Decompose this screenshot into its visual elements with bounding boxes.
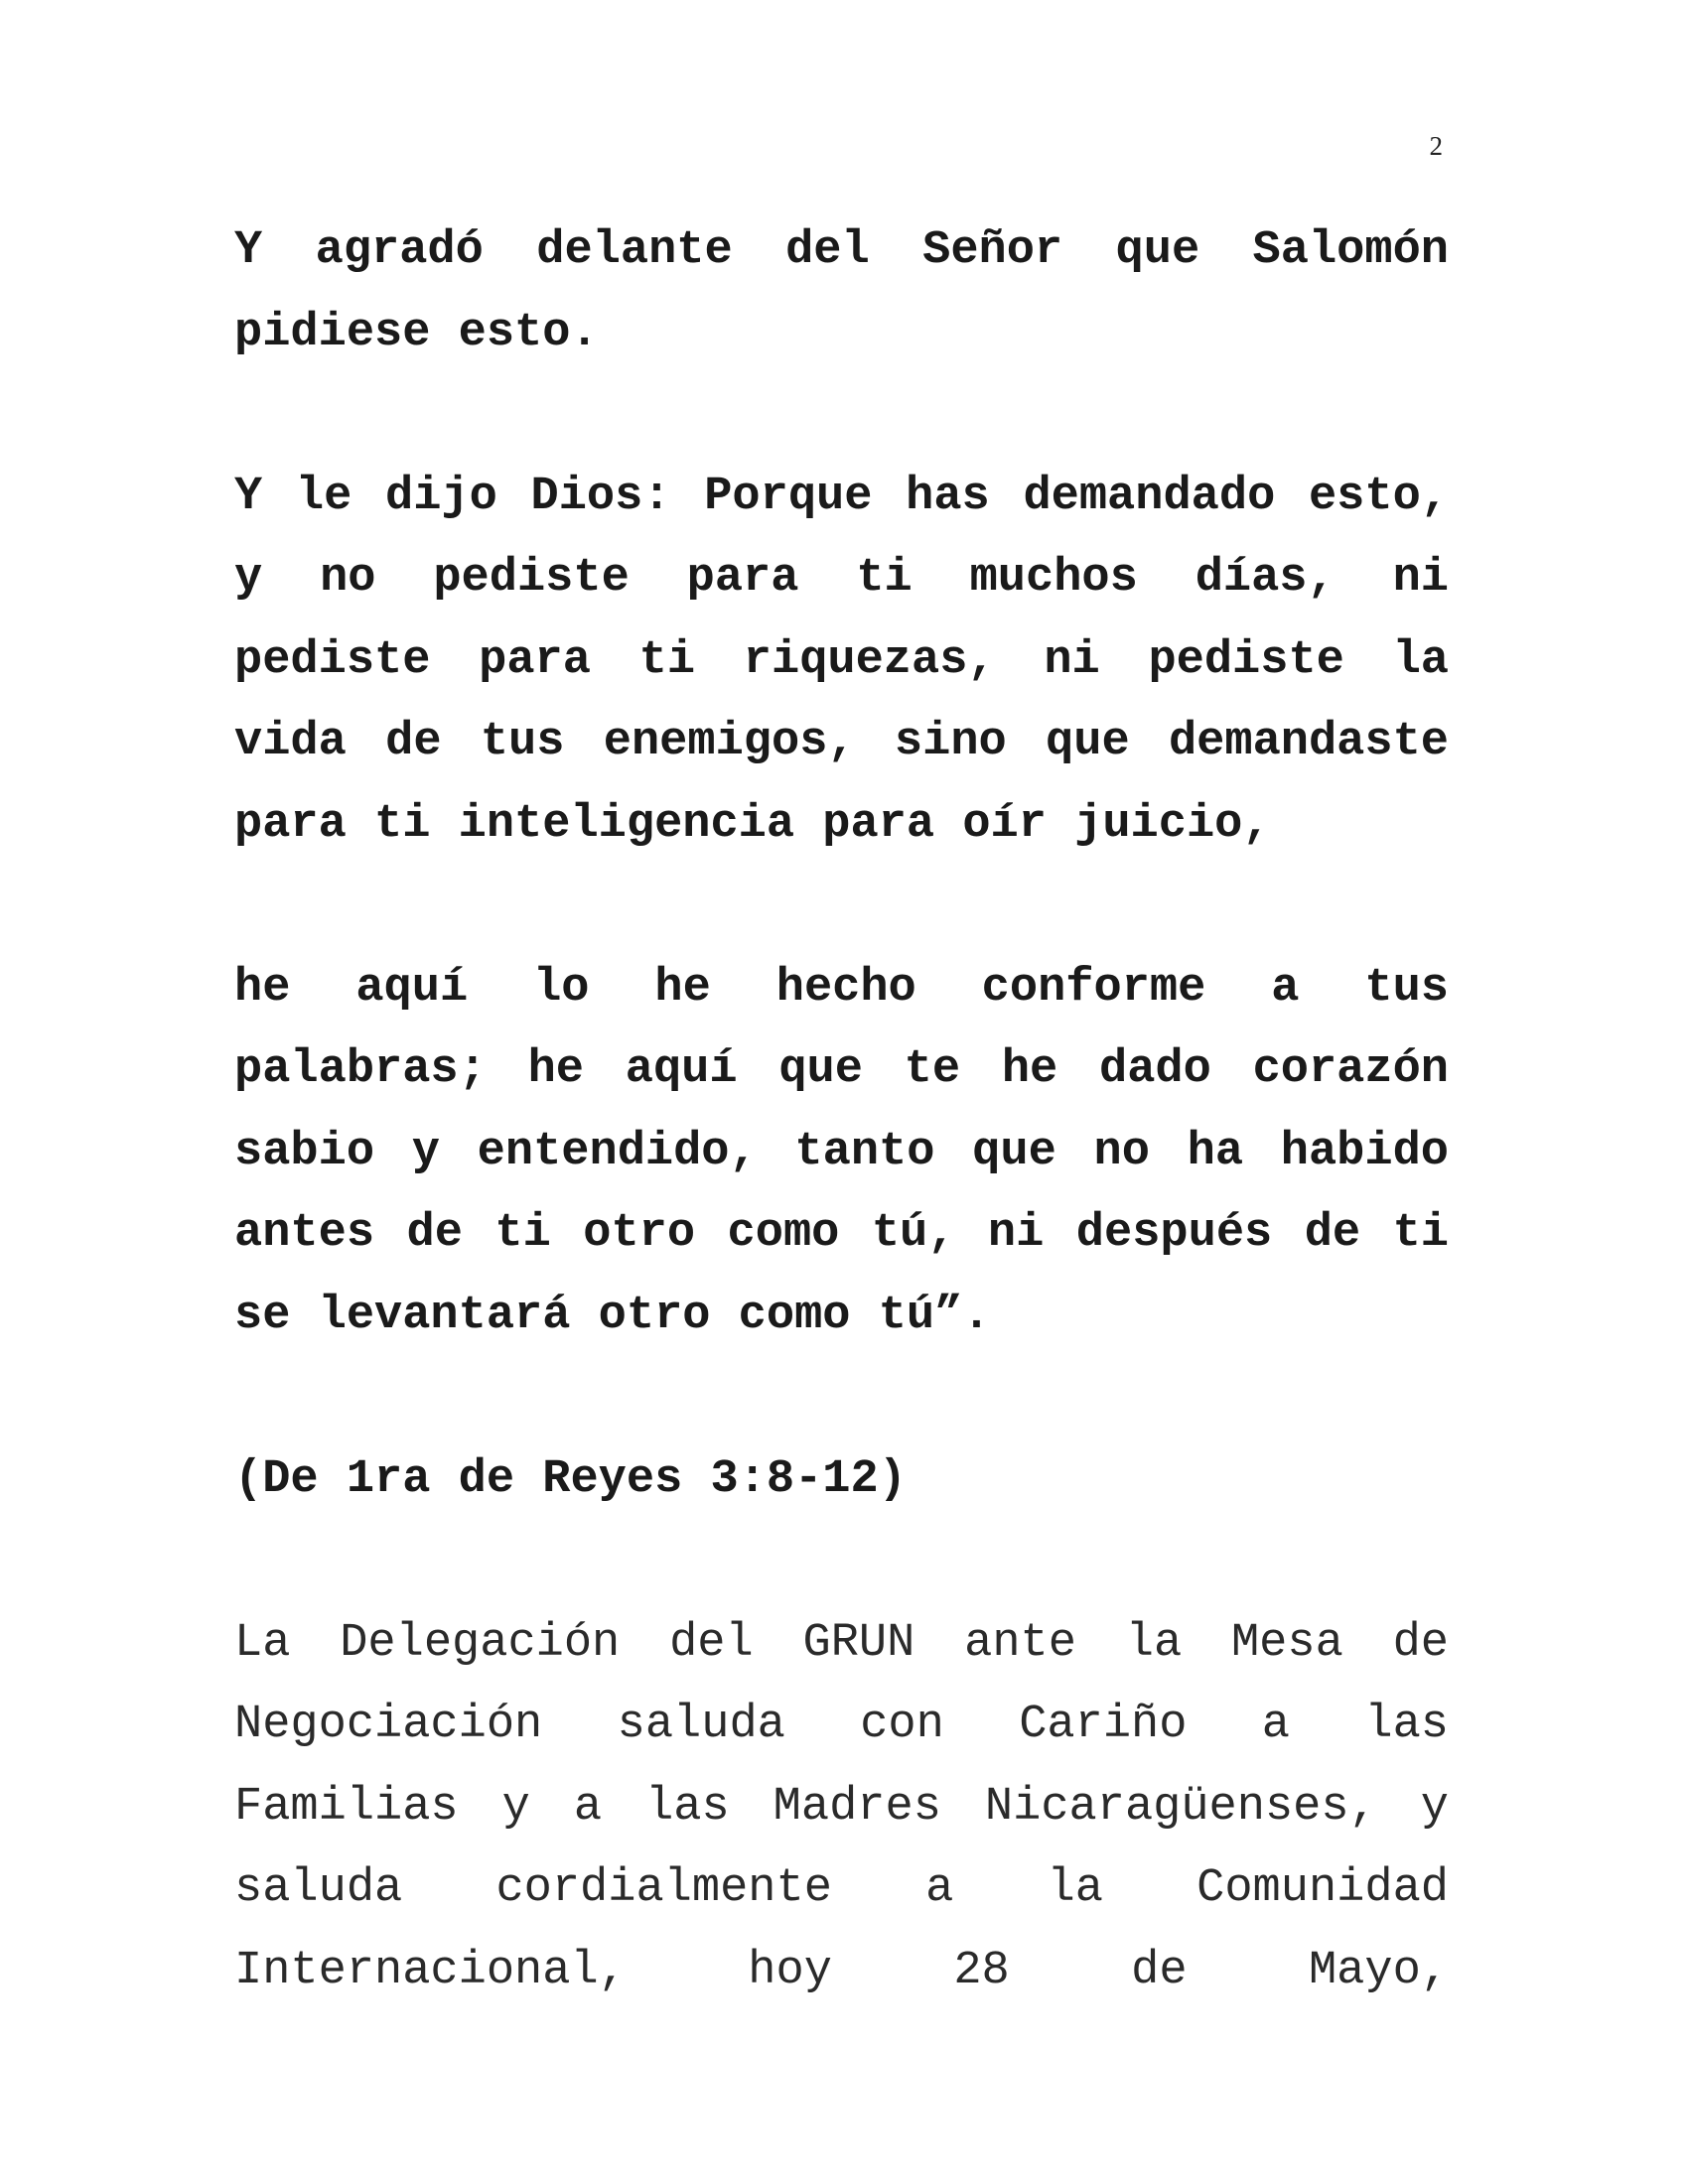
verse-paragraph-1: Y agradó delante del Señor que Salomón pidiese esto.: [234, 224, 1449, 359]
body-paragraph: La Delegación del GRUN ante la Mesa de Negociación saluda con Cariño a las Familias y a las Madres Nicaragüenses, y saluda cordialmente a la Comunidad Internacional, hoy 28 de Mayo,: [234, 1616, 1449, 1997]
verse-paragraph-3: he aquí lo he hecho conforme a tus palabras; he aquí que te he dado corazón sabio y entendido, tanto que no ha habido antes de ti otro como tú, ni después de ti se levantará otro como tú”.: [234, 961, 1449, 1342]
page-number: 2: [1429, 131, 1443, 161]
bible-citation: (De 1ra de Reyes 3:8-12): [234, 1452, 907, 1506]
document-body: [234, 210, 1449, 2012]
verse-paragraph-2: Y le dijo Dios: Porque has demandado esto, y no pediste para ti muchos días, ni pediste para ti riquezas, ni pediste la vida de tus enemigos, sino que demandaste para ti inteligencia para oír juicio,: [234, 470, 1449, 851]
